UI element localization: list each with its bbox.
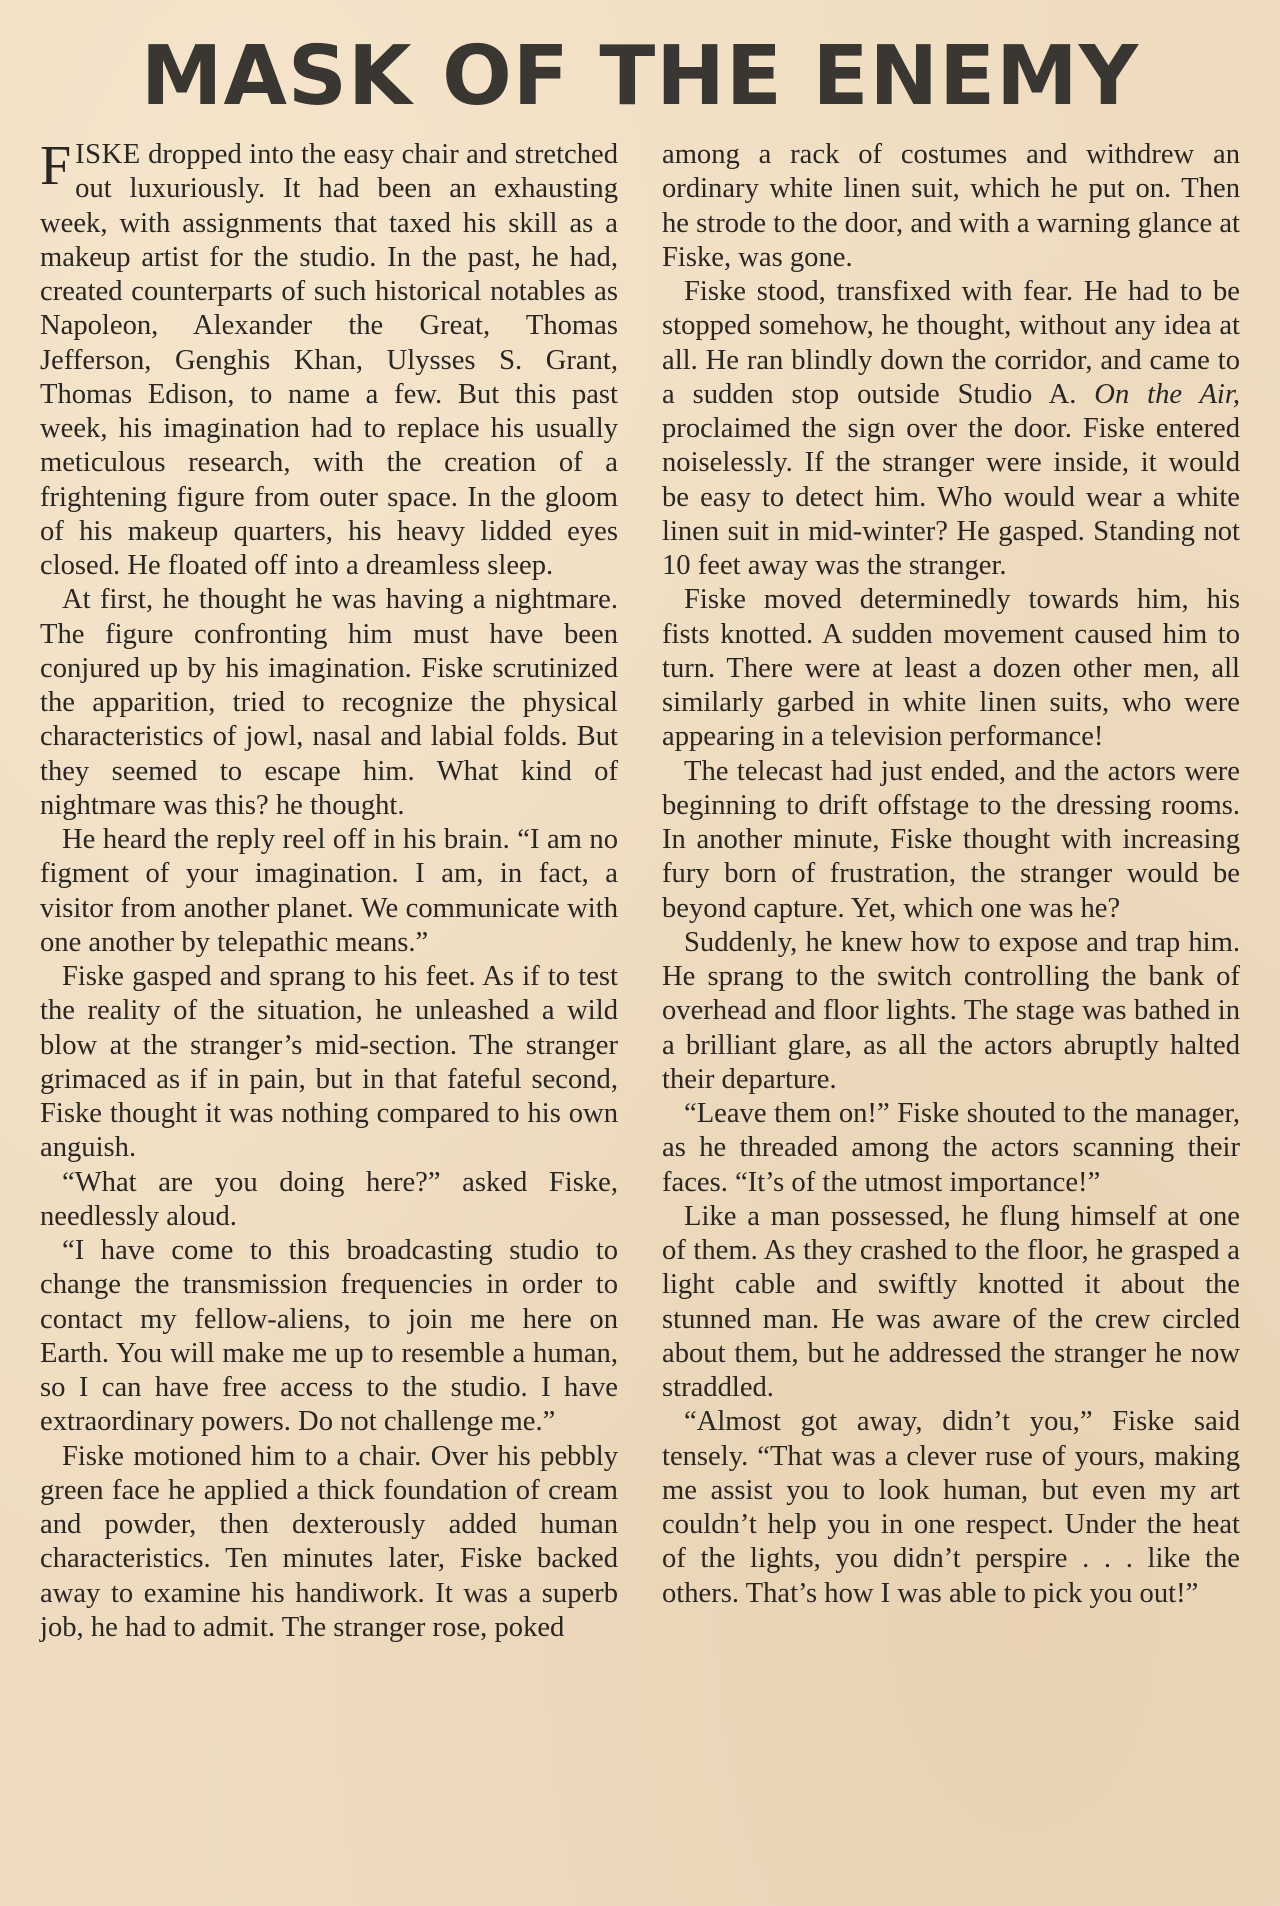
paragraph-7: Fiske motioned him to a chair. Over his pebbly green face he applied a thick foundation of cream and powder, then dexterously added human characteristics. Ten minutes later, Fiske backed away to examine his handiwork. It was a superb job, he had to admit. The stranger rose, poked (40, 1440, 618, 1643)
paragraph-11: The telecast had just ended, and the actors were beginning to drift offstage to the dressing rooms. In another minute, Fiske thought with increasing fury born of frustration, the stranger would be beyond capture. Yet, which one was he? (662, 755, 1240, 924)
paragraph-10: Fiske moved determinedly towards him, his fists knotted. A sudden movement caused him to turn. There were at least a dozen other men, all similarly garbed in white linen suits, who were appearing in a television performance! (662, 584, 1240, 753)
paragraph-12: Suddenly, he knew how to expose and trap him. He sprang to the switch controlling the bank of overhead and floor lights. The stage was bathed in a brilliant glare, as all the actors abruptly halted their departure. (662, 926, 1240, 1095)
paragraph-5: “What are you doing here?” asked Fiske, needlessly aloud. (40, 1166, 618, 1232)
left-column (40, 135, 618, 1645)
paragraph-1-text: dropped into the easy chair and stretched out luxuriously. It had been an exhausting week, with assignments that taxed his skill as a makeup artist for the studio. In the past, he had, created counterparts of such historical notables as Napoleon, Alexander the Great, Thomas Jefferson, Genghis Khan, Ulysses S. Grant, Thomas Edison, to name a few. But this past week, his imagination had to replace his usually meticulous research, with the creation of a frightening figure from outer space. In the gloom of his makeup quarters, his heavy lidded eyes closed. He floated off into a dreamless sleep. (40, 139, 618, 581)
lead-word: ISKE (75, 139, 141, 170)
paragraph-9-rest: proclaimed the sign over the door. Fiske entered noiselessly. If the stranger were inside, it would be easy to detect him. Who would wear a white linen suit in mid-winter? He gasped. Standing not 10 feet away was the stranger. (662, 413, 1240, 581)
paragraph-13: “Leave them on!” Fiske shouted to the manager, as he threaded among the actors scanning their faces. “It’s of the utmost importance!” (662, 1098, 1240, 1198)
story-title: MASK OF THE ENEMY (140, 29, 1140, 124)
paragraph-8: among a rack of costumes and withdrew an ordinary white linen suit, which he put on. Then he strode to the door, and with a warning glance at Fiske, was gone. (662, 139, 1240, 273)
right-column (662, 138, 1240, 1611)
paragraph-9-text: Fiske stood, transfixed with fear. He had to be stopped somehow, he thought, without any idea at all. He ran blindly down the corridor, and came to a sudden stop outside Studio A. (662, 276, 1240, 410)
on-the-air-sign: On the Air, (1094, 378, 1240, 410)
paragraph-1 (40, 135, 618, 583)
paragraph-6: “I have come to this broadcasting studio to change the transmission frequencies in order to contact my fellow-aliens, to join me here on Earth. You will make me up to resemble a human, so I can have free access to the studio. I have extraordinary powers. Do not challenge me.” (40, 1235, 618, 1438)
drop-cap: F (40, 135, 72, 197)
paragraph-4: Fiske gasped and sprang to his feet. As if to test the reality of the situation, he unleashed a wild blow at the stranger’s mid-section. The stranger grimaced as if in pain, but in that fateful second, Fiske thought it was nothing compared to his own anguish. (40, 961, 618, 1164)
paragraph-3: He heard the reply reel off in his brain. “I am no figment of your imagination. I am, in fact, a visitor from another planet. We communicate with one another by telepathic means.” (40, 824, 618, 958)
paragraph-14: Like a man possessed, he flung himself at one of them. As they crashed to the floor, he grasped a light cable and swiftly knotted it about the stunned man. He was aware of the crew circled about them, but he addressed the stranger he now straddled. (662, 1200, 1240, 1403)
paragraph-15: “Almost got away, didn’t you,” Fiske said tensely. “That was a clever ruse of yours, making me assist you to look human, but even my art couldn’t help you in one respect. Under the heat of the lights, you didn’t perspire . . . like the others. That’s how I was able to pick you out!” (662, 1406, 1240, 1609)
paragraph-2: At first, he thought he was having a nightmare. The figure confronting him must have been conjured up by his imagination. Fiske scrutinized the apparition, tried to recognize the physical characteristics of jowl, nasal and labial folds. But they seemed to escape him. What kind of nightmare was this? he thought. (40, 584, 618, 821)
paragraph-9 (662, 275, 1240, 583)
